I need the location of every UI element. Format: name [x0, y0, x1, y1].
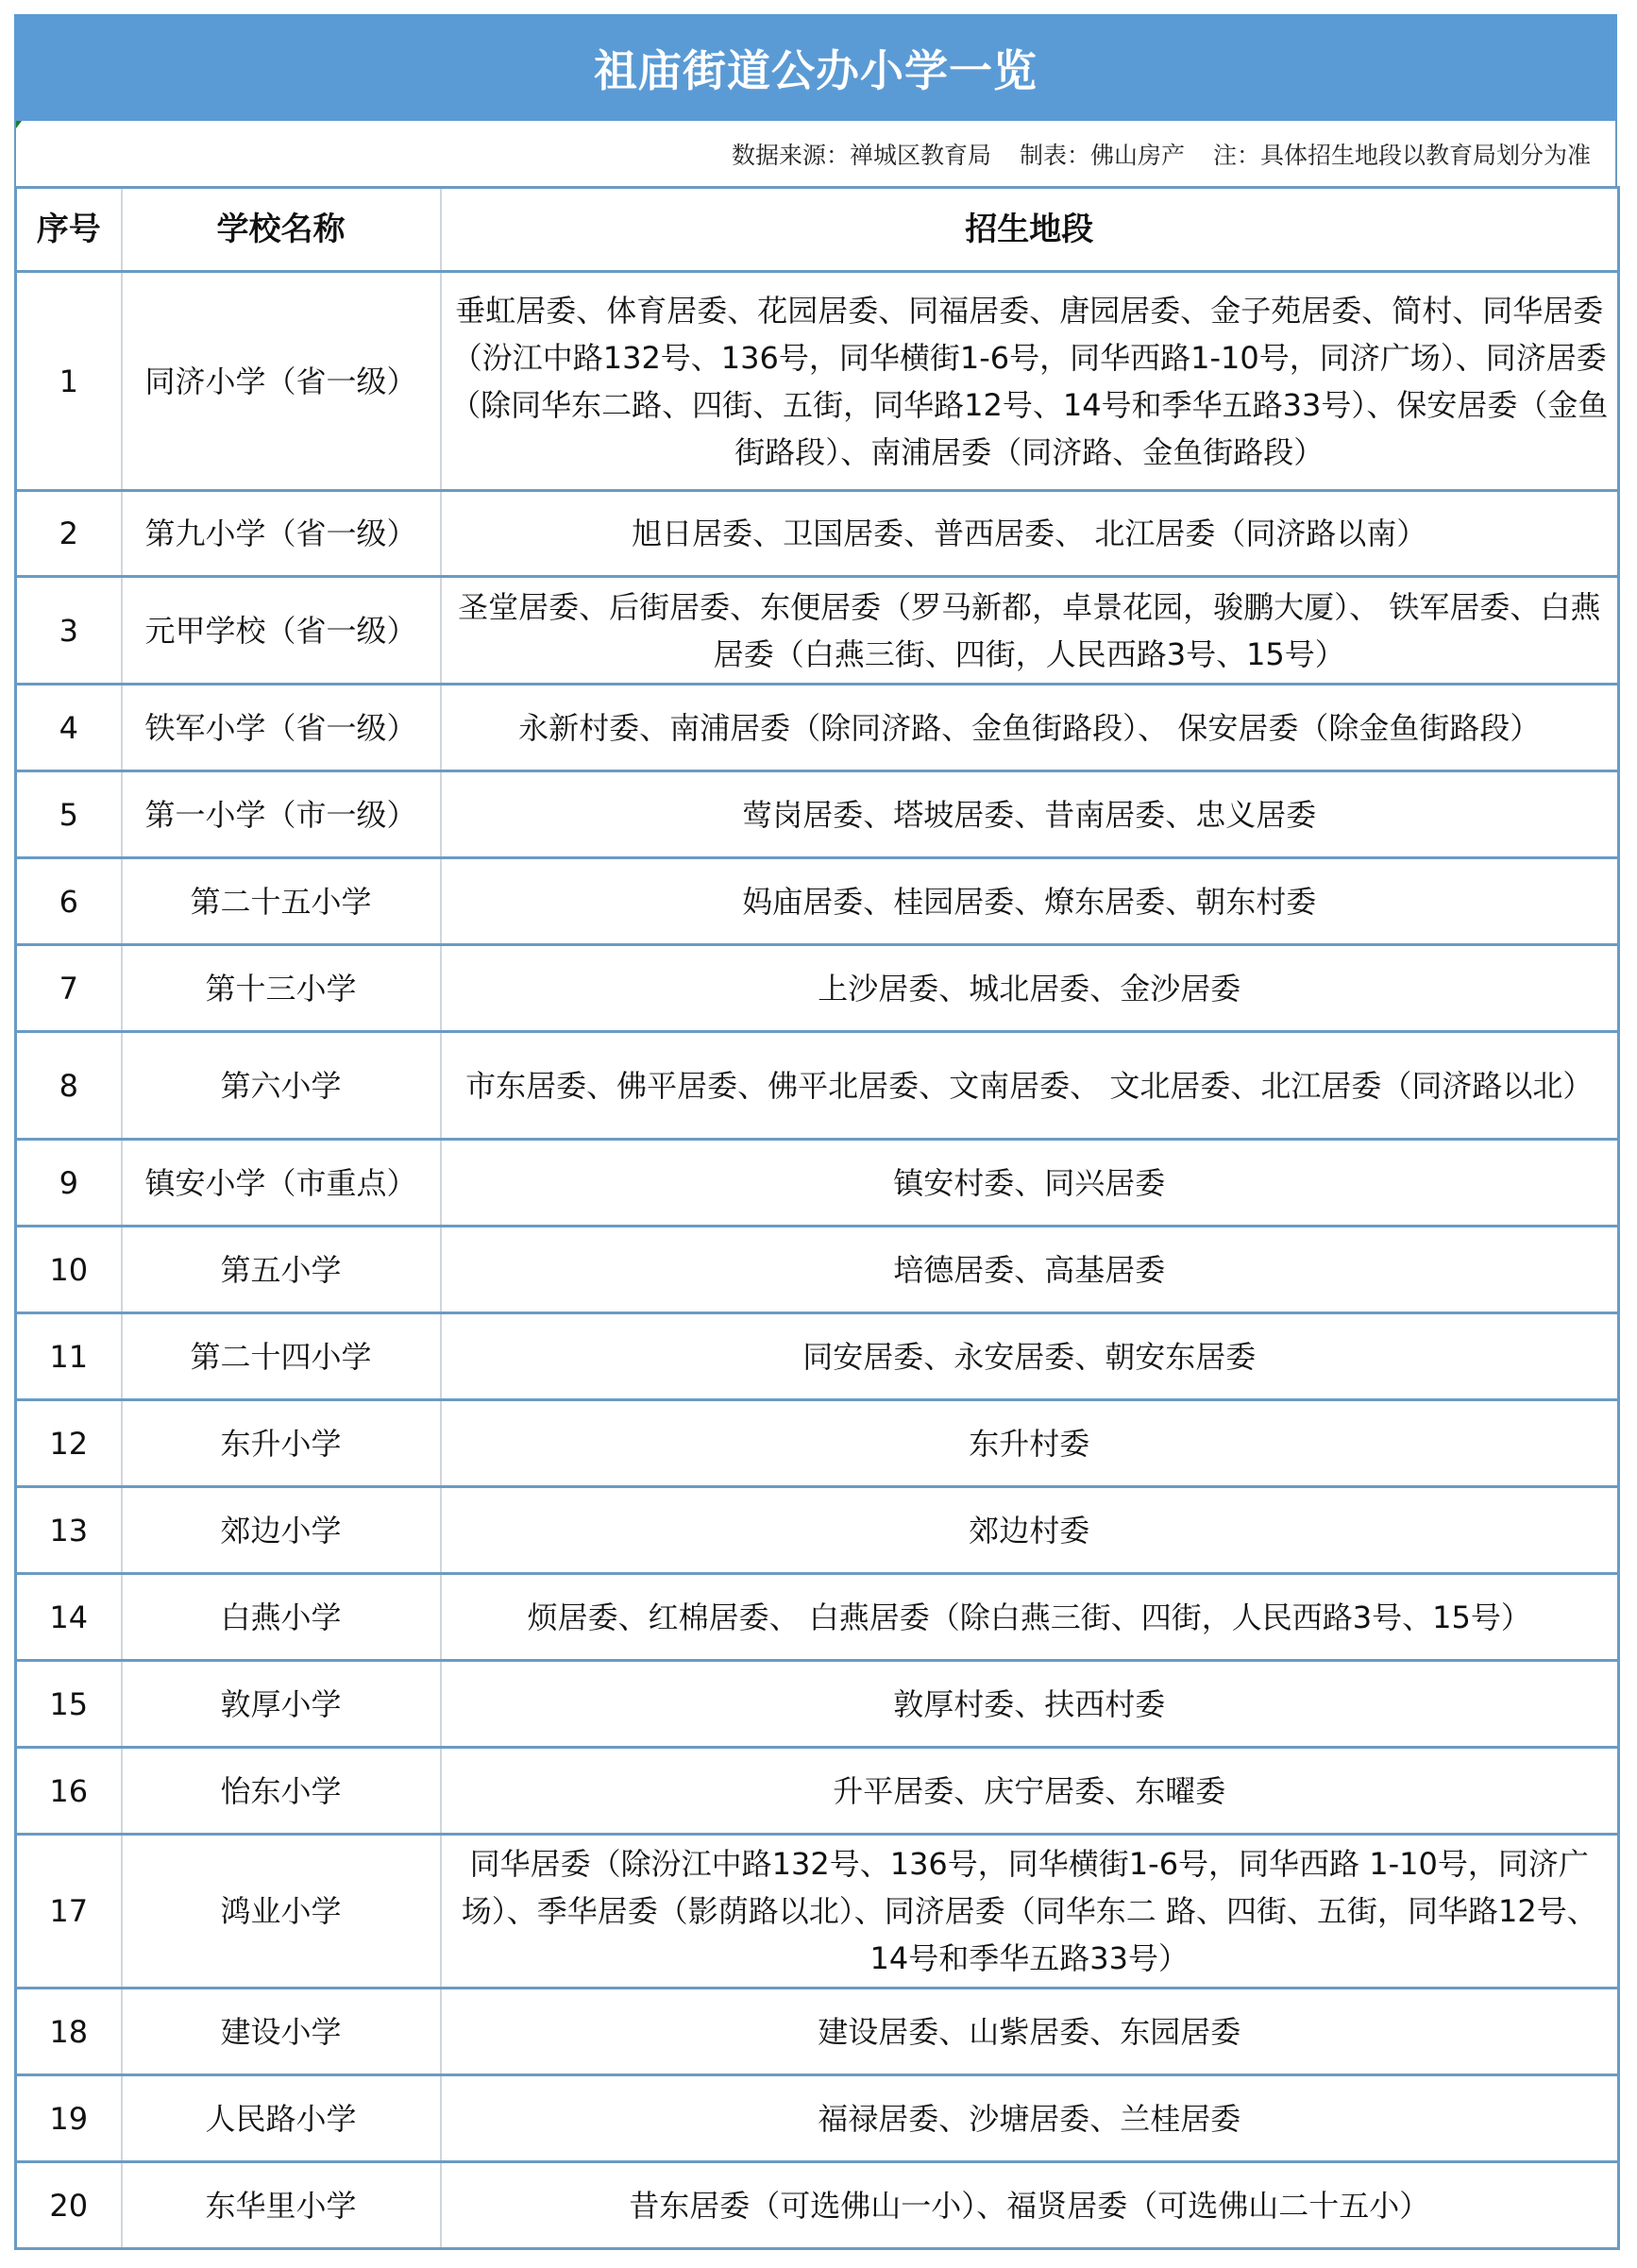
- enrollment-zone: 圣堂居委、后街居委、东便居委（罗马新都，卓景花园，骏鹏大厦）、 铁军居委、白燕居委（白燕三街、四街，人民西路3号、15号）: [441, 577, 1619, 685]
- school-name: 镇安小学（市重点）: [122, 1140, 441, 1227]
- table-row: [16, 1661, 1619, 1748]
- enrollment-zone: 敦厚村委、扶西村委: [441, 1661, 1619, 1748]
- enrollment-zone: 昔东居委（可选佛山一小）、福贤居委（可选佛山二十五小）: [441, 2162, 1619, 2249]
- school-name: 郊边小学: [122, 1487, 441, 1574]
- row-number: 1: [16, 272, 122, 491]
- school-name: 东华里小学: [122, 2162, 441, 2249]
- page-title: 祖庙街道公办小学一览: [14, 14, 1617, 121]
- school-name: 东升小学: [122, 1400, 441, 1487]
- row-number: 14: [16, 1574, 122, 1661]
- school-name: 怡东小学: [122, 1748, 441, 1835]
- enrollment-zone: 垂虹居委、体育居委、花园居委、同福居委、唐园居委、金子苑居委、简村、同华居委（汾江中路132号、136号，同华横街1-6号，同华西路1-10号，同济广场）、同济居委（除同华东二路、四街、五街，同华路12号、14号和季华五路33号）、保安居委（金鱼街路段）、南浦居委（同济路、金鱼街路段）: [441, 272, 1619, 491]
- enrollment-zone: 镇安村委、同兴居委: [441, 1140, 1619, 1227]
- enrollment-zone: 福禄居委、沙塘居委、兰桂居委: [441, 2075, 1619, 2162]
- table-row: [16, 1032, 1619, 1140]
- school-name: 第五小学: [122, 1227, 441, 1313]
- header-school-name: 学校名称: [122, 188, 441, 272]
- table-row: [16, 858, 1619, 945]
- table-row: [16, 1140, 1619, 1227]
- row-number: 13: [16, 1487, 122, 1574]
- table-header-row: [16, 188, 1619, 272]
- header-enrollment-zone: 招生地段: [441, 188, 1619, 272]
- school-table: [14, 186, 1620, 2250]
- source-note-row: [14, 121, 1617, 186]
- school-name: 第一小学（市一级）: [122, 771, 441, 858]
- enrollment-zone: 郊边村委: [441, 1487, 1619, 1574]
- enrollment-zone: 市东居委、佛平居委、佛平北居委、文南居委、 文北居委、北江居委（同济路以北）: [441, 1032, 1619, 1140]
- row-number: 3: [16, 577, 122, 685]
- table-row: [16, 1313, 1619, 1400]
- row-number: 18: [16, 1989, 122, 2075]
- row-number: 7: [16, 945, 122, 1032]
- data-source-text: 数据来源：禅城区教育局: [731, 141, 991, 169]
- school-name: 第二十五小学: [122, 858, 441, 945]
- table-row: [16, 685, 1619, 771]
- school-name: 白燕小学: [122, 1574, 441, 1661]
- school-name: 敦厚小学: [122, 1661, 441, 1748]
- enrollment-zone: 建设居委、山紫居委、东园居委: [441, 1989, 1619, 2075]
- row-number: 20: [16, 2162, 122, 2249]
- row-number: 9: [16, 1140, 122, 1227]
- table-maker-text: 制表：佛山房产: [1019, 141, 1185, 169]
- table-row: [16, 1748, 1619, 1835]
- header-number: 序号: [16, 188, 122, 272]
- table-row: [16, 2162, 1619, 2249]
- row-number: 17: [16, 1835, 122, 1989]
- enrollment-zone: 升平居委、庆宁居委、东曜委: [441, 1748, 1619, 1835]
- school-name: 元甲学校（省一级）: [122, 577, 441, 685]
- table-row: [16, 577, 1619, 685]
- enrollment-zone: 同安居委、永安居委、朝安东居委: [441, 1313, 1619, 1400]
- row-number: 10: [16, 1227, 122, 1313]
- enrollment-zone: 上沙居委、城北居委、金沙居委: [441, 945, 1619, 1032]
- enrollment-zone: 旭日居委、卫国居委、普西居委、 北江居委（同济路以南）: [441, 491, 1619, 577]
- school-name: 第二十四小学: [122, 1313, 441, 1400]
- school-name: 鸿业小学: [122, 1835, 441, 1989]
- enrollment-zone: 妈庙居委、桂园居委、燎东居委、朝东村委: [441, 858, 1619, 945]
- row-number: 19: [16, 2075, 122, 2162]
- row-number: 4: [16, 685, 122, 771]
- table-body: [16, 272, 1619, 2249]
- enrollment-zone: 培德居委、高基居委: [441, 1227, 1619, 1313]
- table-row: [16, 491, 1619, 577]
- school-name: 人民路小学: [122, 2075, 441, 2162]
- table-row: [16, 1227, 1619, 1313]
- row-number: 12: [16, 1400, 122, 1487]
- row-number: 5: [16, 771, 122, 858]
- school-name: 同济小学（省一级）: [122, 272, 441, 491]
- enrollment-zone: 烦居委、红棉居委、 白燕居委（除白燕三街、四街，人民西路3号、15号）: [441, 1574, 1619, 1661]
- table-row: [16, 1487, 1619, 1574]
- row-number: 15: [16, 1661, 122, 1748]
- school-list-sheet: [14, 14, 1617, 2250]
- school-name: 第九小学（省一级）: [122, 491, 441, 577]
- table-row: [16, 771, 1619, 858]
- enrollment-zone: 东升村委: [441, 1400, 1619, 1487]
- table-row: [16, 945, 1619, 1032]
- table-row: [16, 1835, 1619, 1989]
- row-number: 2: [16, 491, 122, 577]
- enrollment-zone: 莺岗居委、塔坡居委、昔南居委、忠义居委: [441, 771, 1619, 858]
- school-name: 建设小学: [122, 1989, 441, 2075]
- school-name: 第十三小学: [122, 945, 441, 1032]
- table-row: [16, 1400, 1619, 1487]
- table-row: [16, 2075, 1619, 2162]
- row-number: 6: [16, 858, 122, 945]
- enrollment-zone: 同华居委（除汾江中路132号、136号，同华横街1-6号，同华西路 1-10号，同济广场）、季华居委（影荫路以北）、同济居委（同华东二 路、四街、五街，同华路12号、14号和季华五路33号）: [441, 1835, 1619, 1989]
- table-row: [16, 1989, 1619, 2075]
- school-name: 铁军小学（省一级）: [122, 685, 441, 771]
- row-number: 11: [16, 1313, 122, 1400]
- row-number: 8: [16, 1032, 122, 1140]
- row-number: 16: [16, 1748, 122, 1835]
- enrollment-zone: 永新村委、南浦居委（除同济路、金鱼街路段）、 保安居委（除金鱼街路段）: [441, 685, 1619, 771]
- cell-comment-marker-icon: [16, 121, 22, 128]
- disclaimer-note-text: 注：具体招生地段以教育局划分为准: [1212, 141, 1591, 169]
- table-row: [16, 1574, 1619, 1661]
- school-name: 第六小学: [122, 1032, 441, 1140]
- table-row: [16, 272, 1619, 491]
